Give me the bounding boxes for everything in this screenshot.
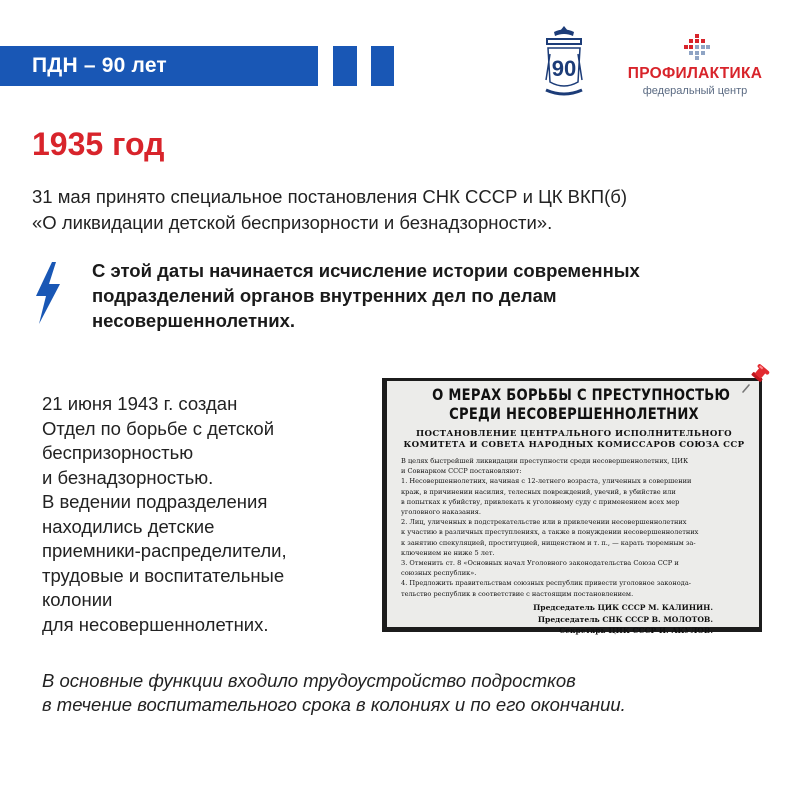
- push-pin-icon: [740, 363, 772, 395]
- functions-line: в течение воспитательного срока в колониях и по его окончании.: [42, 694, 626, 715]
- clipping-signature: Председатель СНК СССР В. МОЛОТОВ.: [537, 614, 713, 624]
- history-line: беспризорностью: [42, 442, 194, 463]
- clipping-body-line: В целях быстрейшей ликвидации преступности среди несовершеннолетних, ЦИК: [401, 457, 689, 465]
- clipping-body-line: в попытках к убийству, привлекать к уголовному суду с применением всех мер: [401, 497, 680, 506]
- newspaper-page: [387, 381, 759, 636]
- clipping-body-line: уголовного наказания.: [401, 508, 482, 517]
- clipping-body-line: и Совнарком СССР постановляют:: [401, 467, 522, 476]
- header-stripe: [371, 46, 394, 86]
- clipping-headline: СРЕДИ НЕСОВЕРШЕННОЛЕТНИХ: [449, 404, 699, 423]
- clipping-signature: Председатель ЦИК СССР М. КАЛИНИН.: [533, 602, 713, 612]
- clipping-headline: О МЕРАХ БОРЬБЫ С ПРЕСТУПНОСТЬЮ: [432, 385, 731, 404]
- header-stripe: [333, 46, 357, 86]
- clipping-body-line: ключением не ниже 5 лет.: [401, 548, 495, 557]
- clipping-body-line: 4. Предложить правительствам союзных республик привести уголовное законода-: [401, 579, 691, 588]
- header-title: ПДН – 90 лет: [32, 54, 167, 77]
- history-line: В ведении подразделения: [42, 491, 268, 512]
- clipping-body-line: тельство республик в соответствие с настоящим постановлением.: [401, 589, 634, 598]
- history-line: Отдел по борьбе с детской: [42, 417, 275, 439]
- highlight-text: [92, 258, 782, 333]
- history-line: приемники-распределители,: [42, 540, 287, 561]
- intro-line: 31 мая принято специальное постановления СНК СССР и ЦК ВКП(б): [32, 186, 628, 207]
- highlight-line: несовершеннолетних.: [92, 310, 296, 331]
- history-text: [42, 392, 372, 637]
- intro-text: [32, 184, 782, 236]
- clipping-body-line: к занятию спекуляцией, проституцией, нищенством и т. п., — карать тюремным за-: [401, 538, 696, 547]
- history-line: 21 июня 1943 г. создан: [42, 393, 238, 414]
- profilaktika-logo-icon: [684, 34, 710, 60]
- clipping-body: [401, 456, 747, 599]
- highlight-line: подразделений органов внутренних дел по делам: [92, 285, 557, 306]
- clipping-subheading: ПОСТАНОВЛЕНИЕ ЦЕНТРАЛЬНОГО ИСПОЛНИТЕЛЬНОГО: [415, 429, 733, 439]
- clipping-body-line: к участию в различных преступлениях, а также в понуждении несовершеннолетних: [401, 528, 699, 537]
- history-line: находились детские: [42, 515, 215, 537]
- pdn-90-emblem-icon: [540, 24, 588, 100]
- clipping-body-line: 1. Несовершеннолетних, начиная с 12-летнего возраста, уличенных в совершении: [401, 477, 692, 486]
- header-banner: [0, 46, 318, 86]
- logo-name: ПРОФИЛАКТИКА: [627, 65, 763, 82]
- clipping-body-line: 3. Отменить ст. 8 «Основных начал Уголовного законодательства Союза ССР и: [401, 559, 679, 568]
- clipping-body-line: краж, в причинении насилия, телесных повреждений, увечий, в убийстве или: [401, 487, 676, 496]
- year-heading: 1935 год: [32, 126, 165, 162]
- newspaper-clipping: [382, 378, 762, 636]
- clipping-body-line: 2. Лиц, уличенных в подстрекательстве или в привлечении несовершеннолетних: [401, 518, 687, 527]
- history-line: трудовые и воспитательные: [42, 564, 285, 586]
- intro-line: «О ликвидации детской беспризорности и безнадзорности».: [32, 212, 553, 233]
- history-line: и безнадзорностью.: [42, 466, 214, 488]
- lightning-icon: [33, 262, 63, 324]
- logo-subtitle: федеральный центр: [642, 85, 748, 97]
- highlight-line: С этой даты начинается исчисление истории современных: [92, 260, 640, 281]
- history-line: колонии: [42, 589, 113, 610]
- history-line: для несовершеннолетних.: [42, 613, 269, 635]
- clipping-body-line: союзных республик».: [401, 569, 477, 578]
- clipping-subheading: КОМИТЕТА И СОВЕТА НАРОДНЫХ КОМИССАРОВ СОЮЗА ССР: [403, 440, 745, 450]
- clipping-signatures: [401, 602, 747, 637]
- svg-text:90: 90: [551, 56, 577, 81]
- functions-text: [42, 669, 782, 717]
- clipping-signature: Секретарь ЦИК СССР И. АКУЛОВ.: [559, 626, 713, 636]
- functions-line: В основные функции входило трудоустройство подростков: [42, 670, 576, 691]
